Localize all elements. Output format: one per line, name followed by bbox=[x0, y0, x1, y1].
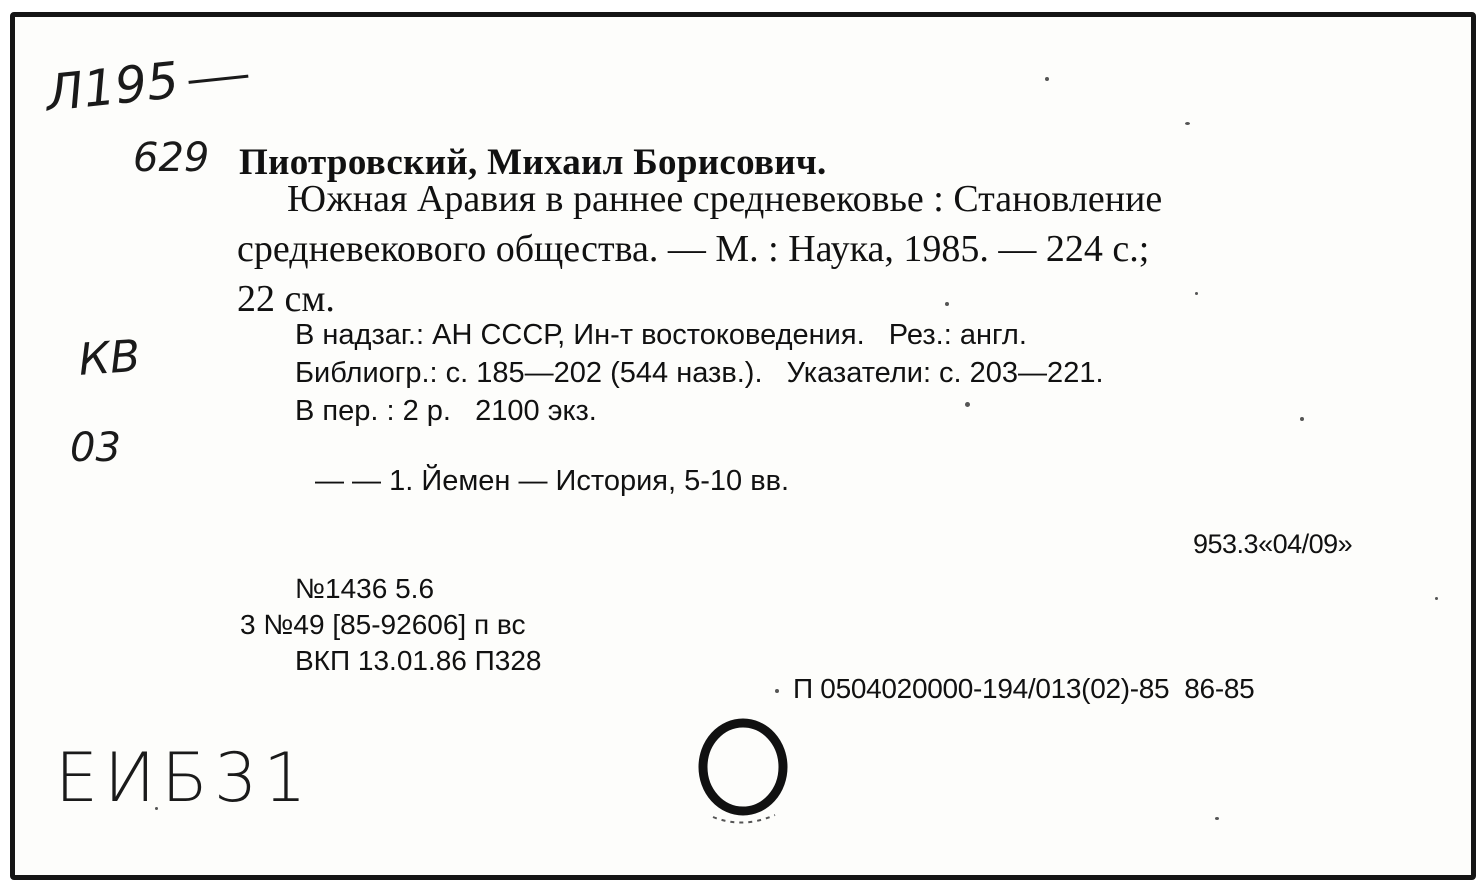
speck bbox=[775, 689, 779, 693]
title-line: средневекового общества. — М. : Наука, 1985. — 224 с.; bbox=[237, 228, 1150, 270]
speck bbox=[1185, 122, 1190, 125]
speck bbox=[1045, 77, 1049, 81]
speck bbox=[1195, 292, 1198, 295]
speck bbox=[1435, 597, 1438, 600]
speck bbox=[1300, 417, 1304, 421]
registration-line: 3 №49 [85-92606] п вс bbox=[240, 609, 526, 640]
classification-code: 953.3«04/09» bbox=[1193, 529, 1353, 559]
index-code: П 0504020000-194/013(02)-85 86-85 bbox=[793, 673, 1255, 704]
handwritten-call-number: Л195 bbox=[43, 44, 251, 123]
title-line: Южная Аравия в раннее средневековье : Становление bbox=[287, 178, 1163, 220]
handwritten-inventory-mark: ЕИБ31 bbox=[55, 739, 313, 818]
note-line: Библиогр.: с. 185—202 (544 назв.). Указатели: с. 203—221. bbox=[295, 357, 1104, 389]
note-line: В надзаг.: АН СССР, Ин-т востоковедения. Рез.: англ. bbox=[295, 319, 1027, 351]
title-line: 22 см. bbox=[237, 278, 335, 320]
registration-line: ВКП 13.01.86 П328 bbox=[295, 645, 542, 676]
speck bbox=[945, 302, 949, 306]
author-heading: Пиотровский, Михаил Борисович. bbox=[239, 142, 827, 183]
registration-line: №1436 5.6 bbox=[295, 573, 435, 604]
note-line: В пер. : 2 р. 2100 экз. bbox=[295, 395, 597, 427]
subject-heading: — — 1. Йемен — История, 5-10 вв. bbox=[315, 465, 790, 497]
speck bbox=[965, 402, 970, 407]
handwritten-side-mark: 03 bbox=[70, 425, 121, 471]
handwritten-side-mark: КВ bbox=[77, 330, 142, 386]
punch-hole-icon bbox=[683, 707, 803, 837]
handwritten-number: 629 bbox=[133, 135, 210, 181]
speck bbox=[1215, 817, 1219, 820]
catalog-card bbox=[10, 12, 1476, 880]
